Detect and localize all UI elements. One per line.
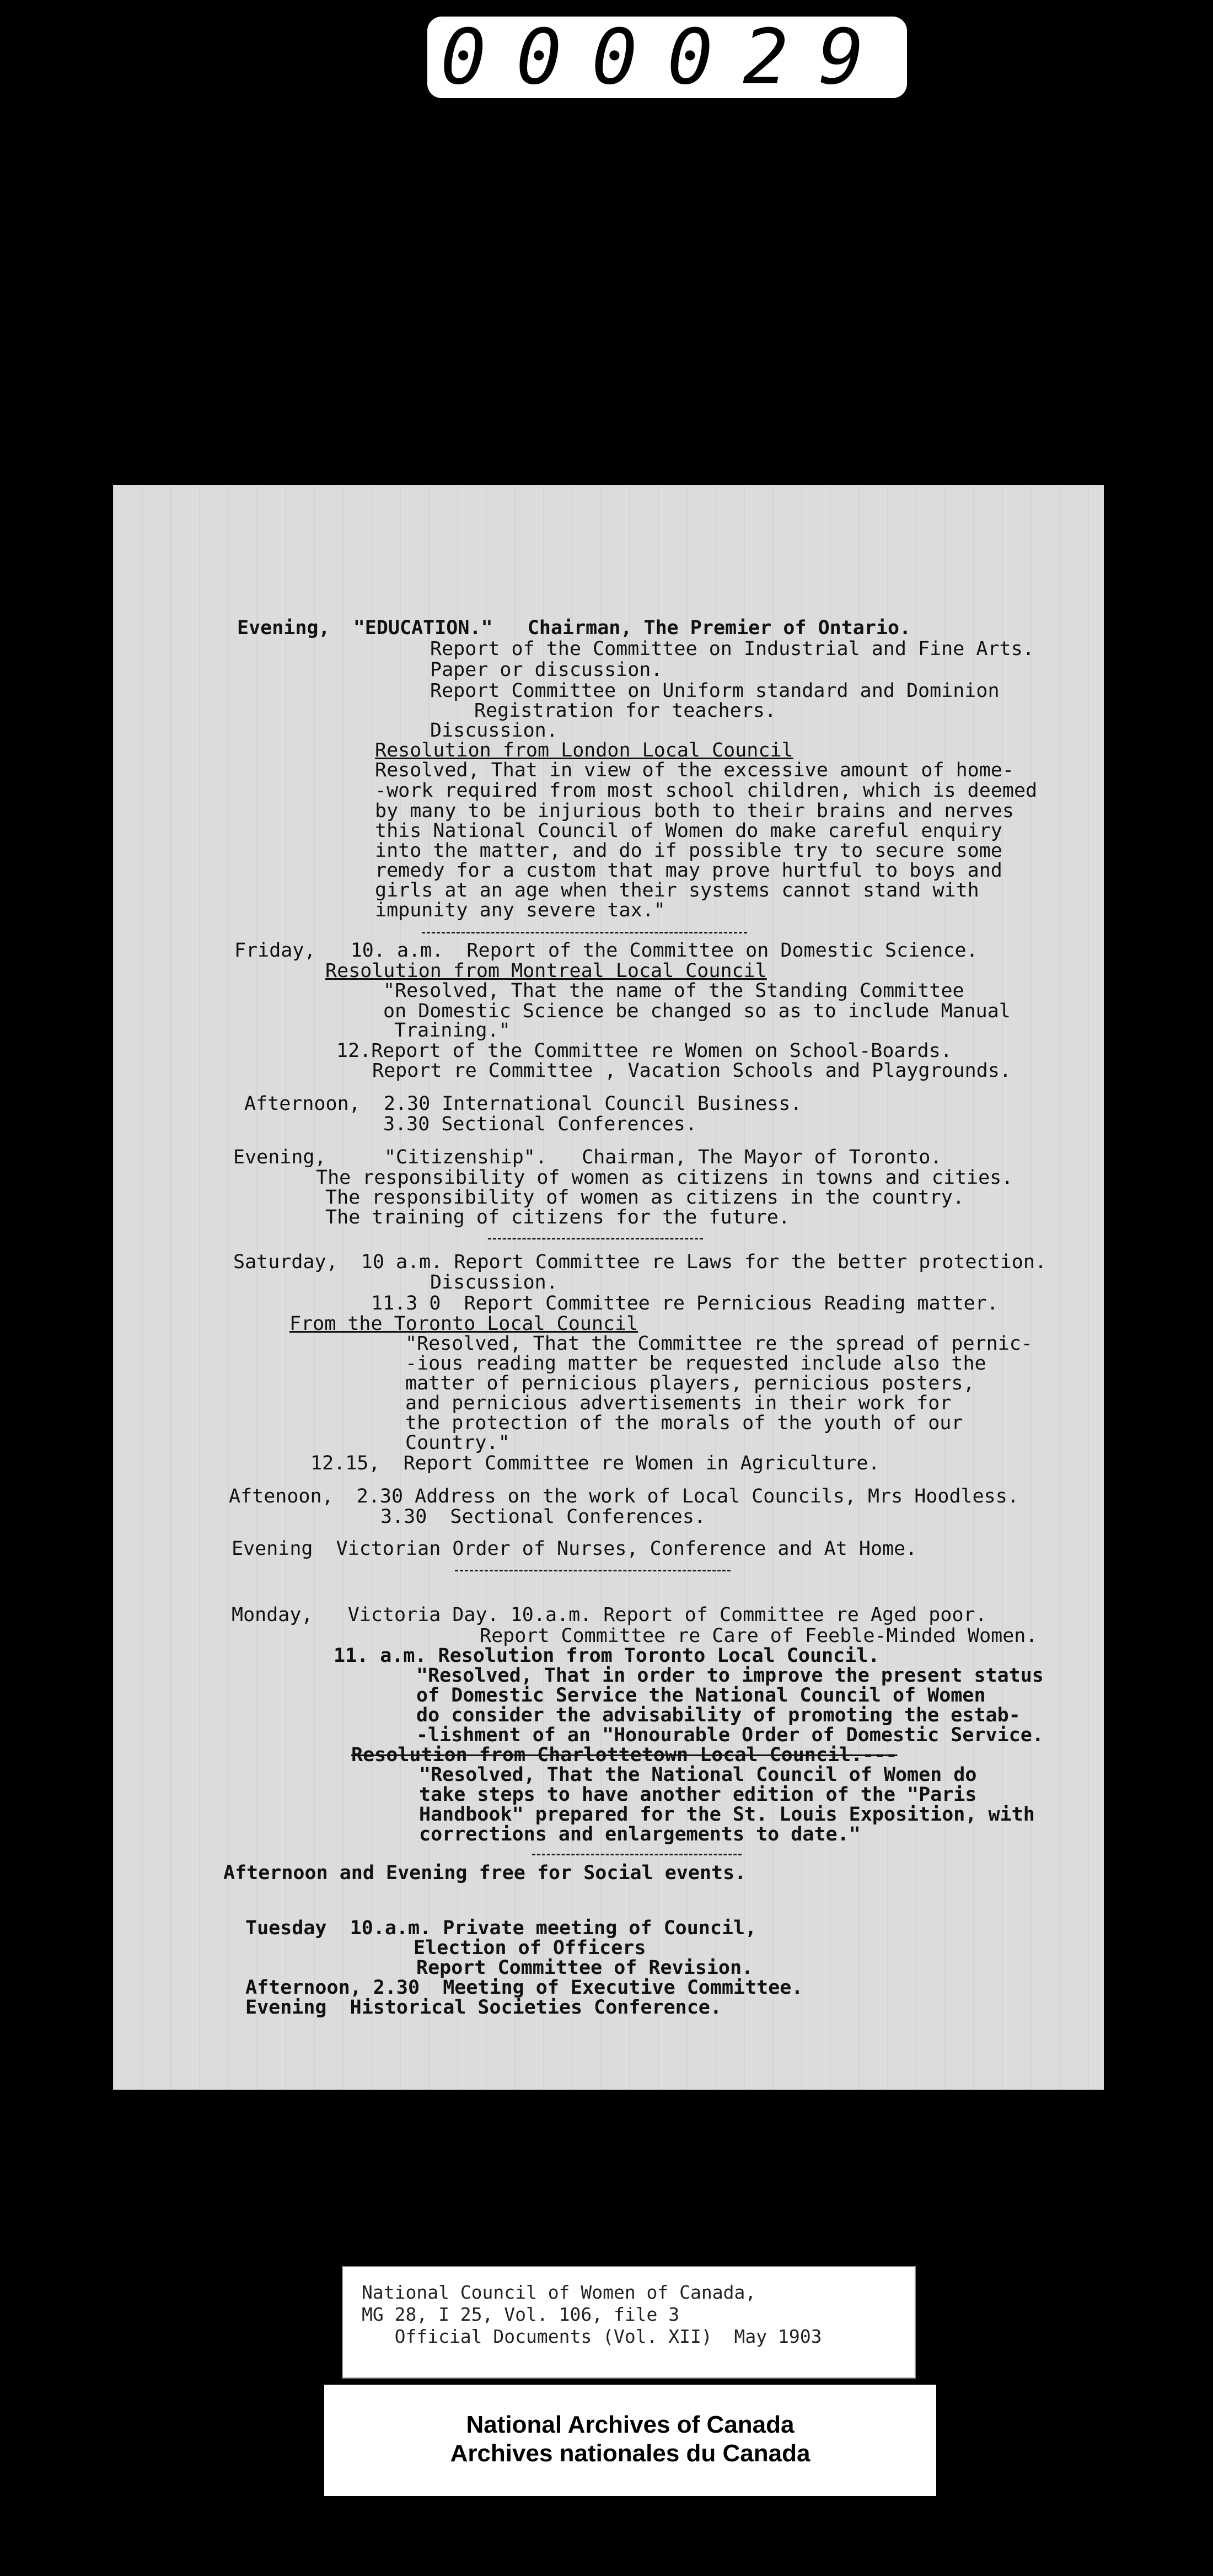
doc-line: Resolution from London Local Council (375, 739, 793, 761)
doc-line: of Domestic Service the National Council of Women (416, 1684, 986, 1706)
doc-line: 3.30 Sectional Conferences. (383, 1113, 697, 1135)
doc-line: Tuesday 10.a.m. Private meeting of Council, (245, 1917, 757, 1939)
doc-line: by many to be injurious both to their brains and nerves (375, 800, 1014, 822)
doc-line: Evening Victorian Order of Nurses, Conference and At Home. (232, 1538, 917, 1560)
doc-line: -work required from most school children, which is deemed (375, 780, 1038, 802)
doc-line: corrections and enlargements to date." (419, 1823, 861, 1845)
separator-line (532, 1854, 742, 1855)
doc-line: Afternoon, 2.30 Meeting of Executive Committee. (245, 1977, 803, 1999)
doc-line: Registration for teachers. (474, 700, 776, 722)
doc-line: Friday, 10. a.m. Report of the Committee on Domestic Science. (234, 940, 978, 962)
doc-line: "Resolved, That the Committee re the spread of pernic- (405, 1333, 1033, 1355)
separator-line (488, 1238, 703, 1239)
doc-line: Evening, "Citizenship". Chairman, The Mayor of Toronto. (233, 1146, 942, 1168)
archives-name-en: National Archives of Canada (466, 2411, 795, 2438)
doc-line: Report re Committee , Vacation Schools and Playgrounds. (372, 1060, 1011, 1082)
doc-line: Country." (405, 1432, 510, 1454)
doc-line: Discussion. (430, 720, 558, 742)
doc-line: Afternoon and Evening free for Social events. (223, 1862, 747, 1884)
doc-line: Training." (394, 1019, 511, 1042)
doc-line: and pernicious advertisements in their work for (405, 1392, 952, 1414)
archives-name-fr: Archives nationales du Canada (450, 2440, 811, 2467)
doc-line: matter of pernicious players, pernicious posters, (405, 1372, 975, 1394)
doc-line: Resolved, That in view of the excessive amount of home- (375, 759, 1014, 781)
doc-line: remedy for a custom that may prove hurtful to boys and (375, 860, 1002, 882)
doc-line: Handbook" prepared for the St. Louis Exposition, with (419, 1804, 1035, 1826)
doc-line: Afternoon, 2.30 International Council Business. (244, 1093, 802, 1115)
doc-line: "Resolved, That the National Council of Women do (419, 1764, 977, 1786)
doc-line: on Domestic Science be changed so as to include Manual (383, 1000, 1011, 1022)
doc-line: Monday, Victoria Day. 10.a.m. Report of Committee re Aged poor. (232, 1604, 987, 1626)
doc-line: do consider the advisability of promoting the estab- (416, 1704, 1021, 1726)
doc-line: Election of Officers (414, 1937, 646, 1959)
doc-line: Report Committee re Care of Feeble-Minded Women. (480, 1625, 1038, 1647)
doc-line: The responsibility of women as citizens in towns and cities. (316, 1167, 1013, 1189)
doc-line: Resolution from Montreal Local Council (325, 960, 767, 982)
archival-reference-label (342, 2266, 916, 2379)
doc-line: Evening, "EDUCATION." Chairman, The Premier of Ontario. (237, 617, 911, 639)
doc-line: Report of the Committee on Industrial and Fine Arts. (430, 638, 1034, 660)
reference-line: Official Documents (Vol. XII) May 1903 (362, 2326, 822, 2347)
doc-line: impunity any severe tax." (375, 899, 665, 921)
doc-line: into the matter, and do if possible try to secure some (375, 840, 1002, 862)
doc-line: 12.Report of the Committee re Women on School-Boards. (336, 1040, 952, 1062)
doc-line: "Resolved, That in order to improve the present status (416, 1665, 1044, 1687)
doc-line: girls at an age when their systems cannot stand with (375, 879, 979, 901)
doc-line: From the Toronto Local Council (289, 1313, 638, 1335)
doc-line: 3.30 Sectional Conferences. (380, 1506, 706, 1528)
document-page (113, 485, 1104, 2090)
separator-line (455, 1570, 731, 1571)
reference-line: MG 28, I 25, Vol. 106, file 3 (362, 2304, 680, 2325)
doc-line: The training of citizens for the future. (325, 1206, 790, 1228)
doc-line: Evening Historical Societies Conference. (245, 1997, 722, 2019)
doc-line: 12.15, Report Committee re Women in Agriculture. (310, 1452, 880, 1474)
reference-line: National Council of Women of Canada, (362, 2282, 756, 2303)
doc-line: Discussion. (430, 1271, 558, 1294)
doc-line: 11.3 0 Report Committee re Pernicious Reading matter. (371, 1292, 999, 1314)
doc-line: take steps to have another edition of the "Paris (419, 1784, 977, 1806)
separator-line (422, 932, 747, 933)
doc-line: this National Council of Women do make careful enquiry (375, 820, 1002, 842)
doc-line: Resolution from Charlottetown Local Council.--- (351, 1744, 898, 1766)
doc-line: Report Committee of Revision. (416, 1957, 754, 1979)
frame-number: 000029 (427, 17, 907, 98)
doc-line: the protection of the morals of the youth of our (405, 1412, 963, 1434)
doc-line: Paper or discussion. (430, 659, 663, 681)
doc-line: -lishment of an "Honourable Order of Domestic Service. (416, 1724, 1044, 1746)
doc-line: -ious reading matter be requested include also the (405, 1353, 986, 1375)
doc-line: Saturday, 10 a.m. Report Committee re Laws for the better protection. (233, 1251, 1047, 1273)
doc-line: 11. a.m. Resolution from Toronto Local Council. (334, 1645, 880, 1667)
archives-stamp (324, 2385, 936, 2496)
doc-line: "Resolved, That the name of the Standing Committee (383, 980, 964, 1002)
doc-line: The responsibility of women as citizens in the country. (325, 1187, 964, 1209)
doc-line: Aftenoon, 2.30 Address on the work of Local Councils, Mrs Hoodless. (229, 1485, 1019, 1507)
doc-line: Report Committee on Uniform standard and Dominion (430, 680, 1000, 702)
